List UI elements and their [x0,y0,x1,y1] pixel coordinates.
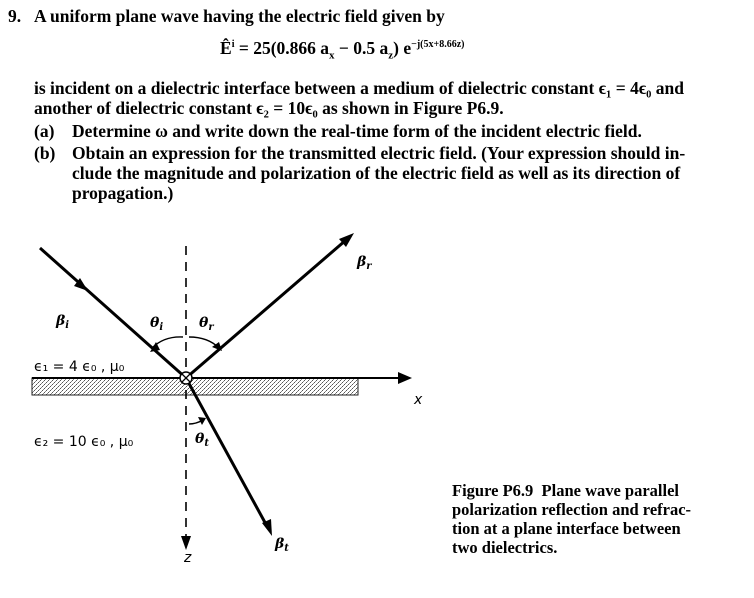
eq-exponent: −j(5x+8.66z) [411,39,465,51]
eq-tail: ) e [393,38,412,58]
eq-sub-z: z [388,49,394,62]
z-axis-arrowhead [181,536,191,550]
z-axis-label: z [184,550,192,566]
beta-i-label: $\beta_i$ [56,313,70,331]
theta-t-arc-head [198,417,206,425]
theta-t-label: $\theta_t$ [195,431,209,449]
para-line-1: is incident on a dielectric interface between a medium of dielectric constant ϵ₁ = 4ϵ₀ and [34,78,685,98]
beta-t-label: $\beta_t$ [275,536,289,554]
problem-number: 9. [8,6,22,26]
medium2-label: ϵ₂ = 10 ϵ₀ , μ₀ [34,434,134,450]
caption-line-1: Plane wave parallel [541,481,680,500]
part-b-line-3: propagation.) [72,183,174,203]
x-axis-label: x [414,392,423,408]
theta-r-label: $\theta_r$ [199,315,214,333]
x-axis-arrowhead [398,372,412,384]
problem-intro: A uniform plane wave having the electric field given by [34,6,445,26]
eq-sub-x: x [329,49,335,62]
part-a-label: (a) [34,121,55,141]
transmitted-ray [186,378,268,528]
part-b-label: (b) [34,143,56,163]
part-b-line-1: Obtain an expression for the transmitted electric field. (Your expression should in- [72,143,686,163]
part-a-text: Determine ω and write down the real-time form of the incident electric field. [72,121,642,141]
caption-line-2: polarization reflection and refrac- [452,500,692,519]
eq-sup-i: i [231,39,235,51]
eq-e-hat: Ê [220,38,232,58]
part-b-line-2: clude the magnitude and polarization of the electric field as well as its direction of [72,163,681,183]
medium1-label: ϵ₁ = 4 ϵ₀ , μ₀ [34,359,125,375]
eq-mid: − 0.5 a [334,38,389,58]
caption-line-4: two dielectrics. [452,538,558,557]
caption-line-3: tion at a plane interface between [452,519,681,538]
beta-r-label: $\beta_r$ [357,254,372,272]
caption-label: Figure P6.9 [452,481,534,500]
eq-body: = 25(0.866 a [234,38,330,58]
figure-caption [452,481,748,557]
theta-i-label: $\theta_i$ [150,315,164,333]
para-line-2: another of dielectric constant ϵ₂ = 10ϵ₀ as shown in Figure P6.9. [34,98,504,118]
reflected-ray [186,240,346,378]
